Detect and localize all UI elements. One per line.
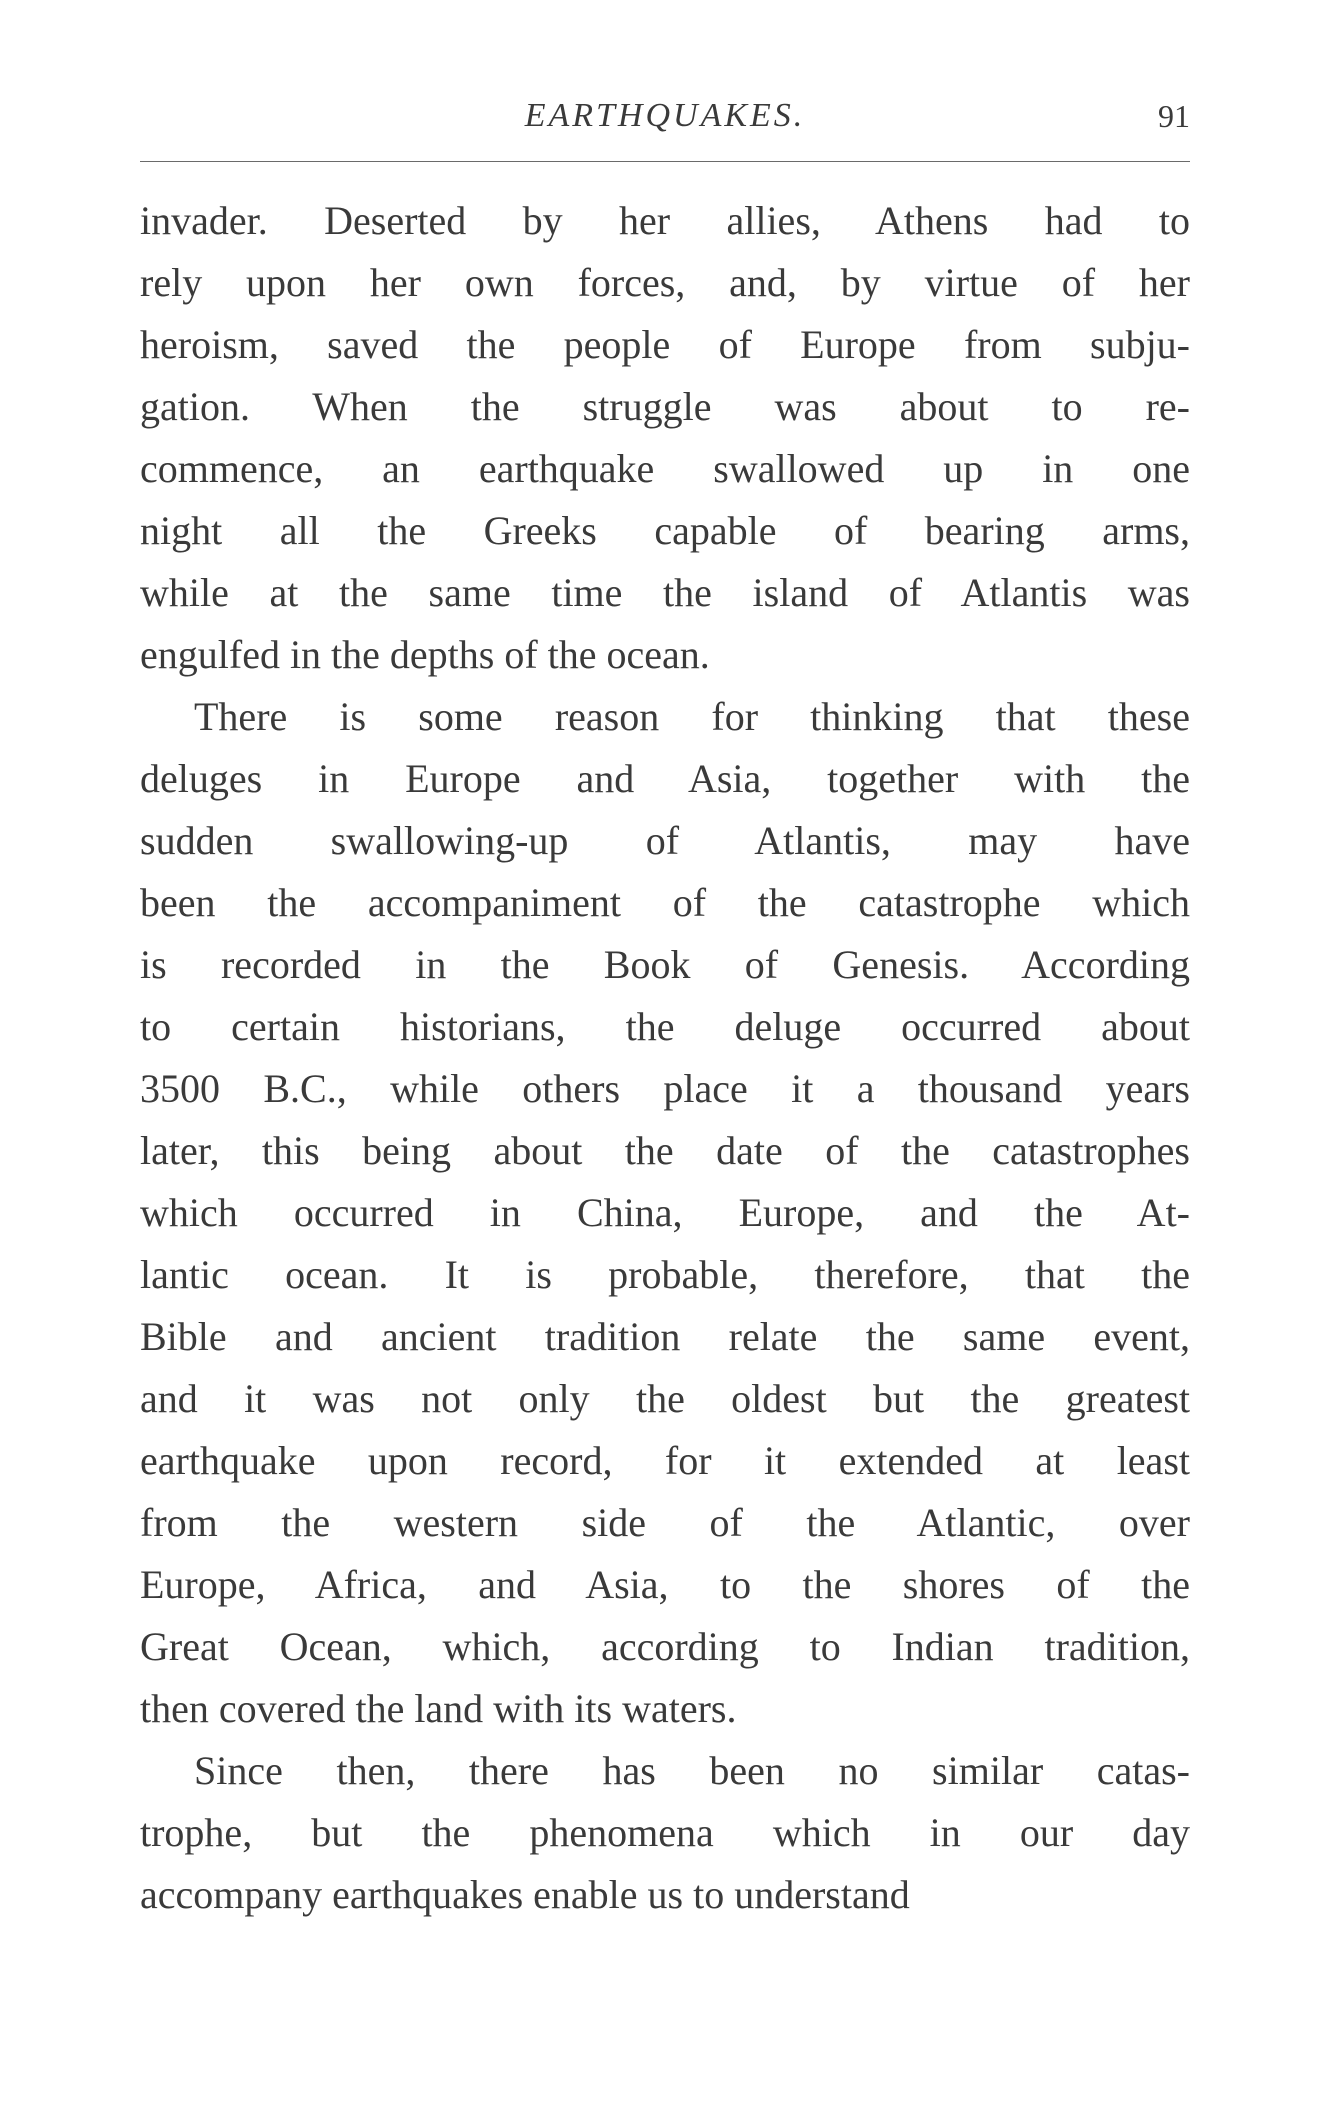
text-line: deluges in Europe and Asia, together with the [140,756,1190,801]
running-title: EARTHQUAKES. [524,97,806,134]
text-line: while at the same time the island of Atlantis was [140,570,1190,615]
text-line: earthquake upon record, for it extended at least [140,1438,1190,1483]
text-line: later, this being about the date of the catastrophes [140,1128,1190,1173]
running-head [140,96,1190,136]
text-line: commence, an earthquake swallowed up in one [140,446,1190,491]
text-line: which occurred in China, Europe, and the At- [140,1190,1190,1235]
text-line: then covered the land with its waters. [140,1686,737,1731]
text-line: gation. When the struggle was about to re- [140,384,1190,429]
text-line: invader. Deserted by her allies, Athens had to [140,198,1190,243]
text-line: and it was not only the oldest but the greatest [140,1376,1190,1421]
text-line: night all the Greeks capable of bearing arms, [140,508,1190,553]
body-text [140,190,1190,1926]
paragraph [140,1740,1190,1926]
text-line: been the accompaniment of the catastrophe which [140,880,1190,925]
text-line: is recorded in the Book of Genesis. According [140,942,1190,987]
text-line: 3500 B.C., while others place it a thousand years [140,1066,1190,1111]
text-line: to certain historians, the deluge occurred about [140,1004,1190,1049]
text-line: lantic ocean. It is probable, therefore, that the [140,1252,1190,1297]
text-line: Europe, Africa, and Asia, to the shores of the [140,1562,1190,1607]
text-line: There is some reason for thinking that these [194,694,1190,739]
text-line: Since then, there has been no similar catas- [194,1748,1190,1793]
text-line: sudden swallowing-up of Atlantis, may have [140,818,1190,863]
page-number: 91 [1158,98,1190,134]
text-line: trophe, but the phenomena which in our day [140,1810,1190,1855]
text-line: rely upon her own forces, and, by virtue of her [140,260,1190,305]
text-line: engulfed in the depths of the ocean. [140,632,710,677]
text-line: heroism, saved the people of Europe from subju- [140,322,1190,367]
text-line: accompany earthquakes enable us to understand [140,1872,910,1917]
paragraph [140,686,1190,1740]
text-line: Bible and ancient tradition relate the same event, [140,1314,1190,1359]
text-line: from the western side of the Atlantic, over [140,1500,1190,1545]
text-line: Great Ocean, which, according to Indian tradition, [140,1624,1190,1669]
header-rule [140,161,1190,162]
paragraph [140,190,1190,686]
